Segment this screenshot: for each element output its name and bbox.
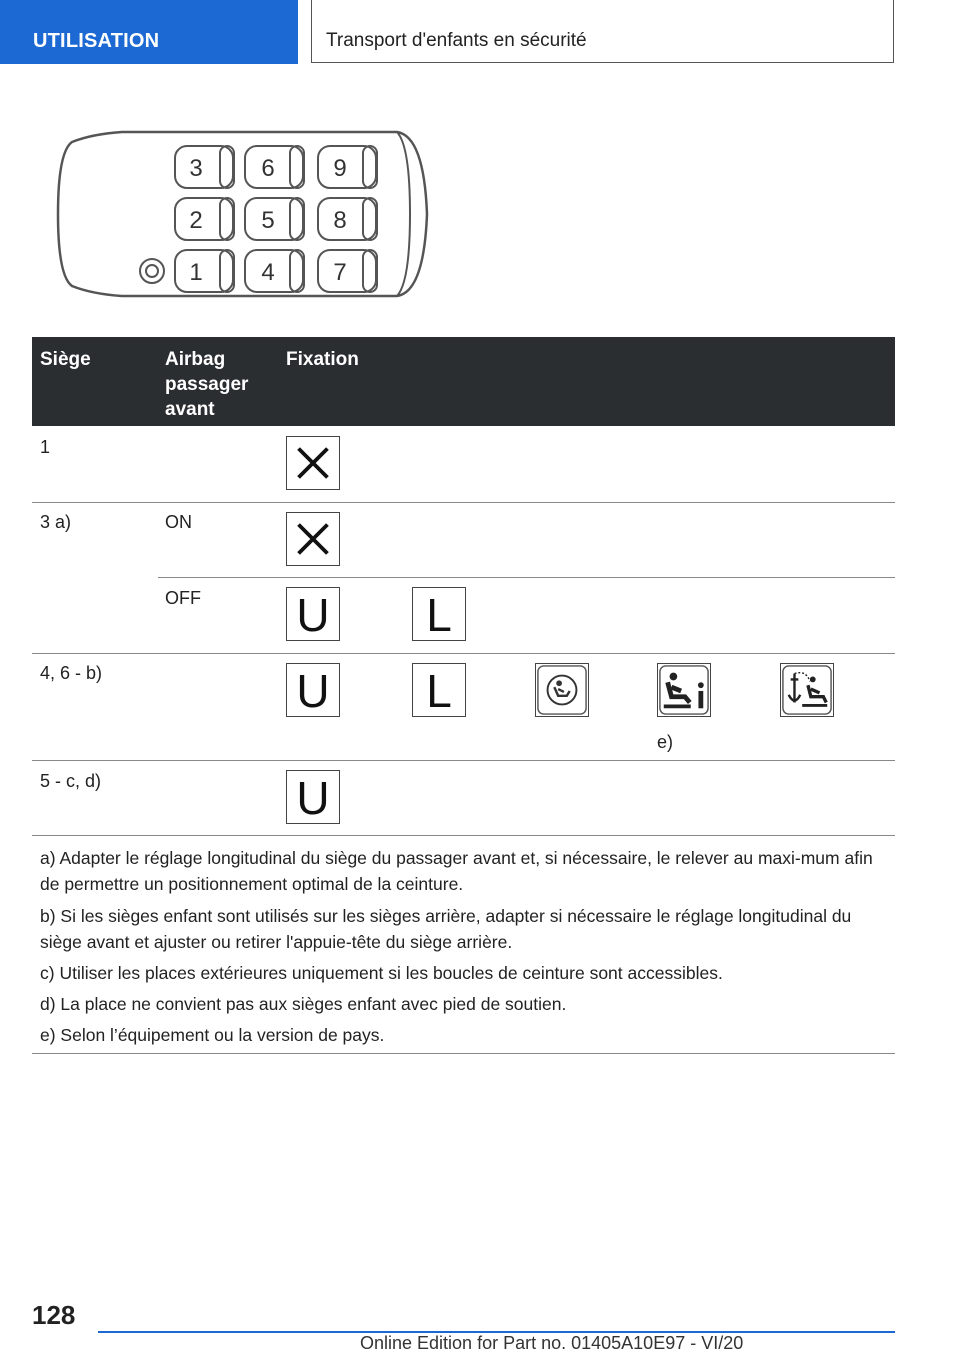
divider (32, 653, 895, 654)
footnote-e: e) Selon l’équipement ou la version de pays. (40, 1025, 385, 1045)
row-4-footnote: e) (657, 732, 674, 752)
divider (32, 835, 895, 836)
edition-info: Online Edition for Part no. 01405A10E97 - VI/20 (360, 1333, 744, 1353)
not-suitable-icon (286, 436, 340, 490)
seat-number: 5 (261, 207, 275, 234)
semi-universal-glyph: L (426, 589, 452, 641)
page-title: Transport d'enfants en sécurité (326, 30, 587, 51)
universal-glyph: U (296, 665, 330, 717)
divider (32, 502, 895, 503)
section-tab (0, 0, 298, 64)
footnote-d: d) La place ne convient pas aux sièges enfant avec pied de soutien. (40, 994, 567, 1014)
seat-number: 3 (189, 155, 203, 182)
universal-glyph: U (296, 589, 330, 641)
semi-universal-icon (412, 663, 466, 717)
section-label: UTILISATION (33, 30, 160, 52)
row-2-seat: 3 a) (40, 512, 72, 532)
universal-icon (286, 663, 340, 717)
seat-number: 9 (333, 155, 347, 182)
header-seat: Siège (40, 349, 91, 370)
row-5-seat: 5 - c, d) (40, 771, 102, 791)
divider (158, 577, 895, 578)
i-size-icon (535, 663, 589, 717)
seat-number: 6 (261, 155, 275, 182)
seat-number: 8 (333, 207, 347, 234)
seat-number: 7 (333, 259, 347, 286)
universal-icon (286, 770, 340, 824)
header-airbag: Airbag passager avant (165, 349, 249, 420)
semi-universal-icon (412, 587, 466, 641)
top-tether-icon (780, 663, 834, 717)
footnote-a: a) Adapter le réglage longitudinal du siège du passager avant et, si nécessaire, le relever au maxi-mum afin de permettre un positionnement optimal de la ceinture. (40, 848, 873, 894)
i-size-booster-icon (657, 663, 711, 717)
not-suitable-icon (286, 512, 340, 566)
divider (32, 760, 895, 761)
seat-layout-diagram (52, 126, 432, 302)
universal-glyph: U (296, 772, 330, 824)
table-header (32, 337, 895, 426)
seat-number: 1 (189, 259, 203, 286)
seat-number: 2 (189, 207, 203, 234)
page-header (311, 0, 894, 63)
universal-icon (286, 587, 340, 641)
divider (32, 1053, 895, 1054)
header-fixation: Fixation (286, 349, 359, 370)
row-3-airbag: OFF (165, 588, 201, 608)
row-2-airbag: ON (165, 512, 192, 532)
footnote-c: c) Utiliser les places extérieures uniquement si les boucles de ceinture sont accessibles. (40, 963, 723, 983)
page-number: 128 (32, 1300, 76, 1330)
semi-universal-glyph: L (426, 665, 452, 717)
row-1-seat: 1 (40, 437, 51, 457)
seat-number: 4 (261, 259, 275, 286)
footnote-b: b) Si les sièges enfant sont utilisés sur les sièges arrière, adapter si nécessaire le réglage longitudinal du siège avant et ajuster ou retirer l'appuie-tête du siège arrière. (40, 906, 852, 952)
row-4-seat: 4, 6 - b) (40, 663, 103, 683)
